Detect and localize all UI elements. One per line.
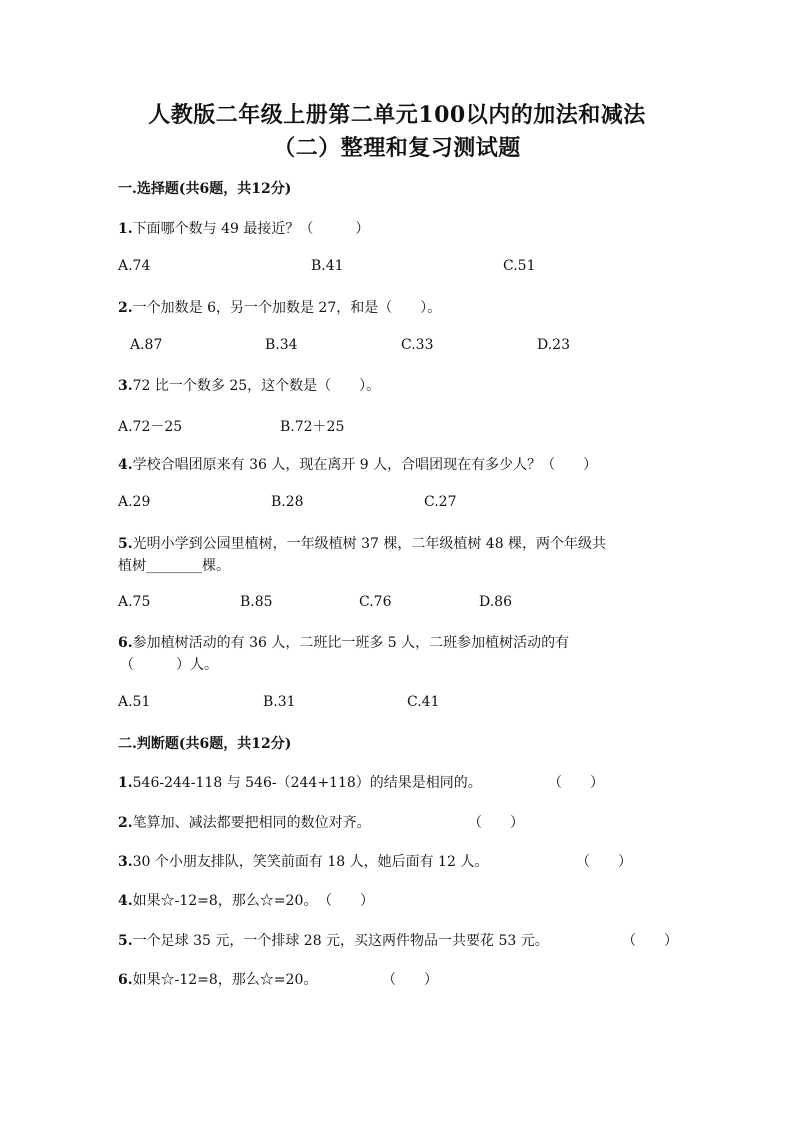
question-5 xyxy=(118,533,606,553)
question-text: 546-244-118 与 546-（244+118）的结果是相同的。 xyxy=(132,775,482,791)
question-number: 2. xyxy=(118,300,133,316)
question-text: 参加植树活动的有 36 人，二班比一班多 5 人，二班参加植树活动的有 xyxy=(132,635,570,651)
question-number: 5. xyxy=(118,536,133,552)
question-number: 4. xyxy=(118,893,133,909)
question-number: 2. xyxy=(118,815,133,831)
question-text: 如果☆-12=8，那么☆=20。 xyxy=(132,972,318,988)
option-a[interactable]: A.74 xyxy=(118,258,151,274)
question-text: 一个足球 35 元，一个排球 28 元，买这两件物品一共要花 53 元。 xyxy=(132,933,549,949)
section-heading: 一.选择题(共6题，共12分) xyxy=(118,181,292,197)
question-text: 一个加数是 6，另一个加数是 27，和是（ ）。 xyxy=(132,300,442,316)
answer-parentheses[interactable]: （ ） xyxy=(468,815,524,831)
answer-parentheses[interactable]: （ ） xyxy=(548,775,604,791)
option-a[interactable]: A.87 xyxy=(130,337,163,353)
answer-parentheses[interactable]: （ ） xyxy=(576,854,632,870)
question-number: 3. xyxy=(118,854,133,870)
option-c[interactable]: C.51 xyxy=(503,258,536,274)
answer-parentheses[interactable]: （ ） xyxy=(318,893,374,909)
judge-question-5 xyxy=(118,930,549,950)
question-4 xyxy=(118,454,597,474)
judge-question-2 xyxy=(118,812,371,832)
question-text: 笔算加、减法都要把相同的数位对齐。 xyxy=(132,815,371,831)
option-d[interactable]: D.86 xyxy=(479,594,512,610)
question-text: 下面哪个数与 49 最接近？（ ） xyxy=(132,221,370,237)
option-a[interactable]: A.75 xyxy=(118,594,151,610)
question-number: 1. xyxy=(118,221,133,237)
option-b[interactable]: B.31 xyxy=(263,694,296,710)
question-number: 5. xyxy=(118,933,133,949)
question-text: 72 比一个数多 25，这个数是（ ）。 xyxy=(132,378,381,394)
option-c[interactable]: C.27 xyxy=(424,494,457,510)
option-a[interactable]: A.51 xyxy=(118,694,151,710)
judge-question-1 xyxy=(118,772,482,792)
answer-parentheses[interactable]: （ ） xyxy=(622,933,678,949)
option-b[interactable]: B.41 xyxy=(311,258,344,274)
question-2 xyxy=(118,297,441,317)
answer-parentheses[interactable]: （ ） xyxy=(382,972,438,988)
question-number: 4. xyxy=(118,457,133,473)
question-1 xyxy=(118,218,369,238)
question-text: 光明小学到公园里植树，一年级植树 37 棵，二年级植树 48 棵，两个年级共 xyxy=(132,536,607,552)
title-line-2: （二）整理和复习测试题 xyxy=(273,135,521,161)
question-number: 6. xyxy=(118,635,133,651)
option-a[interactable]: A.29 xyxy=(118,494,151,510)
option-b[interactable]: B.34 xyxy=(265,337,298,353)
option-b[interactable]: B.72＋25 xyxy=(280,419,345,435)
option-b[interactable]: B.28 xyxy=(271,494,304,510)
question-number: 3. xyxy=(118,378,133,394)
judge-question-4 xyxy=(118,890,317,910)
question-number: 6. xyxy=(118,972,133,988)
option-c[interactable]: C.76 xyxy=(359,594,392,610)
option-c[interactable]: C.41 xyxy=(407,694,440,710)
question-text: 如果☆-12=8，那么☆=20。 xyxy=(132,893,318,909)
judge-question-6 xyxy=(118,969,317,989)
question-number: 1. xyxy=(118,775,133,791)
question-3 xyxy=(118,375,380,395)
section-heading: 二.判断题(共6题，共12分) xyxy=(118,736,292,752)
option-d[interactable]: D.23 xyxy=(537,337,570,353)
question-5-continued: 植树________棵。 xyxy=(118,558,230,574)
option-c[interactable]: C.33 xyxy=(401,337,434,353)
option-b[interactable]: B.85 xyxy=(240,594,273,610)
judge-question-3 xyxy=(118,851,488,871)
title-line-1: 人教版二年级上册第二单元100以内的加法和减法 xyxy=(148,102,646,128)
question-6 xyxy=(118,632,569,652)
question-text: 30 个小朋友排队，笑笑前面有 18 人，她后面有 12 人。 xyxy=(132,854,489,870)
question-6-continued: （ ）人。 xyxy=(120,657,218,673)
option-a[interactable]: A.72－25 xyxy=(118,419,183,435)
question-text: 学校合唱团原来有 36 人，现在离开 9 人，合唱团现在有多少人？（ ） xyxy=(132,457,598,473)
